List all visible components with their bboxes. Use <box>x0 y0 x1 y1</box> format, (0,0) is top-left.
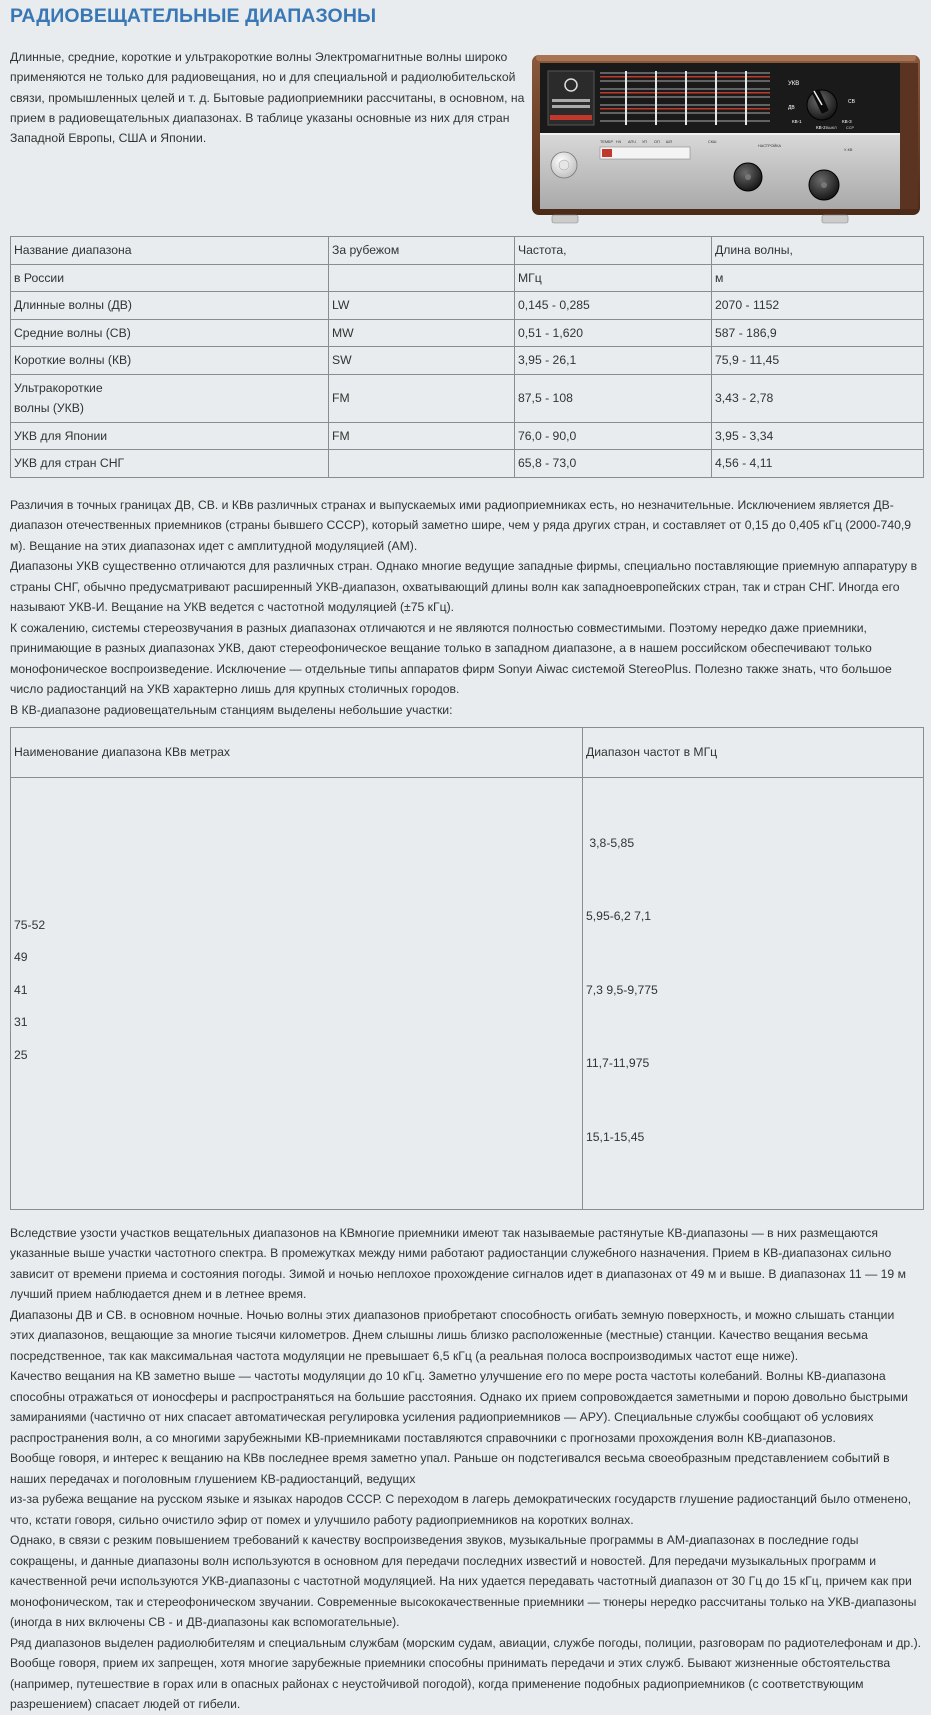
radio-label-off: ВЫКЛ <box>826 126 837 130</box>
table-row <box>11 292 924 320</box>
table-row <box>11 778 924 1210</box>
list-item: 75-52 <box>14 918 46 932</box>
radio-label-kv1: КВ-1 <box>792 119 802 124</box>
table-cell-line: волны (УКВ) <box>14 401 84 415</box>
table-cell-line: Ультракороткие <box>14 380 103 395</box>
table-cell: 587 - 186,9 <box>712 319 924 347</box>
table-cell <box>329 450 515 478</box>
list-item: 31 <box>14 1015 28 1030</box>
table-row <box>11 374 924 422</box>
radio-label-sv: СВ <box>848 99 855 105</box>
radio-label-tuning: НАСТРОЙКА <box>758 144 782 148</box>
page-title: РАДИОВЕЩАТЕЛЬНЫЕ ДИАПАЗОНЫ <box>10 5 377 27</box>
band-list-cell <box>11 778 583 1210</box>
list-item: 5,95-6,2 7,1 <box>586 909 652 924</box>
table-cell: УКВ для стран СНГ <box>11 450 329 478</box>
table-cell: Короткие волны (КВ) <box>11 347 329 375</box>
table-header-row <box>11 264 924 292</box>
table-row <box>11 422 924 450</box>
radio-label-dv: ДВ <box>788 105 795 111</box>
table-cell: FM <box>329 374 515 422</box>
table-cell: MW <box>329 319 515 347</box>
paragraph: Вообще говоря, и интерес к вещанию на КВв последнее время заметно упал. Раньше он подстегивался весьма своеобразным представлением событий в наших передачах и поголовным глушением КВ-радиостанций, ведущих <box>10 1451 890 1486</box>
table-cell: LW <box>329 292 515 320</box>
table-cell: FM <box>329 422 515 450</box>
radio-label-afc: АПЧ <box>628 140 636 144</box>
list-item: 41 <box>14 982 28 997</box>
table-cell: 0,51 - 1,620 <box>515 319 712 347</box>
radio-label-ssr: ССР <box>846 126 855 130</box>
table-row <box>11 450 924 478</box>
table-header-cell: в России <box>11 264 329 292</box>
table-header-cell: Диапазон частот в МГц <box>583 728 924 778</box>
paragraph: Ряд диапазонов выделен радиолюбителям и специальным службам (морским судам, авиации, службе погоды, полиции, разговорам по радиотелефонам и др.). Вообще говоря, прием их запрещен, хотя многие зарубежные приемники способны принимать передачи и этих служб. Бывают жизненные обстоятельства (например, путешествие в горах или в опасных районах с неустойчивой погодой), когда применение подобных радиоприемников (с соответствующим разрешением) спасает людей от гибели. <box>10 1635 922 1712</box>
radio-label-shp: ШП <box>666 140 673 144</box>
table-cell: 4,56 - 4,11 <box>712 450 924 478</box>
table-cell: 87,5 - 108 <box>515 374 712 422</box>
table-cell: 2070 - 1152 <box>712 292 924 320</box>
intro-paragraph: Длинные, средние, короткие и ультракороткие волны Электромагнитные волны широко применяются не только для радиовещания, но и для специальной и радиолюбительской связи, промышленных целей и т. д. Бытовые радиоприемники рассчитаны, в основном, на прием в радиовещательных диапазонах. В таблице указаны основные из них для стран Западной Европы, США и Японии. <box>10 50 525 146</box>
table-cell: УКВ для Японии <box>11 422 329 450</box>
paragraph: Качество вещания на КВ заметно выше — частоты модуляции до 10 кГц. Заметно улучшение его по мере роста частоты колебаний. Волны КВ-диапазона способны отражаться от ионосферы и распространяться на большие расстояния. Однако их прием сопровождается заметными и порою довольно быстрыми замираниями (частично от них спасает автоматическая регулировка усиления радиоприемников — АРУ). Специальные службы сообщают об условиях распространения волн, а со многими зарубежными КВ-приемниками поставляются справочники с прогнозами прохождения волн КВ-диапазонов. <box>10 1369 908 1445</box>
table-cell: 3,43 - 2,78 <box>712 374 924 422</box>
table-header-row <box>11 728 924 778</box>
table-cell: 76,0 - 90,0 <box>515 422 712 450</box>
table-header-cell: Частота, <box>515 237 712 265</box>
radio-label-op: ОП <box>654 140 660 144</box>
table-cell: 3,95 - 3,34 <box>712 422 924 450</box>
paragraph: Диапазоны ДВ и СВ. в основном ночные. Ночью волны этих диапазонов приобретают способность огибать земную поверхность, и можно слышать станции этих диапазонов, вещающие за многие тысячи километров. Днем слышны лишь близко расположенные (местные) станции. Качество вещания весьма посредственное, так как максимальная частота модуляции не превышает 6,5 кГц (а реальная полоса воспроизводимых частот еще ниже). <box>10 1307 895 1363</box>
table-cell: SW <box>329 347 515 375</box>
list-item: 49 <box>14 950 28 965</box>
table-cell: Средние волны (СВ) <box>11 319 329 347</box>
list-item: 15,1-15,45 <box>586 1129 645 1144</box>
table-header-cell: Название диапазона <box>11 237 329 265</box>
text-block <box>10 495 922 721</box>
paragraph: Однако, в связи с резким повышением требований к качеству воспроизведения звуков, музыкальные программы в АМ-диапазонах в последние годы сокращены, и данные диапазоны волн используются в основном для передачи последних известий и новостей. Для передачи музыкальных программ и качественной речи используются УКВ-диапазоны с частотной модуляцией. На них удается передавать частотный диапазон от 30 Гц до 15 кГц, причем как при монофоническом, так и стереофоническом звучании. Современные высококачественные приемники — тюнеры нередко рассчитаны только на УКВ-диапазоны (иногда в них включены СВ - и ДВ-диапазоны как вспомогательные). <box>10 1533 917 1630</box>
intro-section <box>10 36 922 234</box>
paragraph: из-за рубежа вещание на русском языке и языках народов СССР. С переходом в лагерь демократических государств глушение радиостанций было отменено, что, кстати говоря, сильно очистило эфир от помех и улучшило работу радиоприемников на коротких волнах. <box>10 1492 912 1527</box>
radio-label-lf: НЧ <box>616 140 622 144</box>
paragraph: Диапазоны УКВ существенно отличаются для различных стран. Однако многие ведущие западные фирмы, специально поставляющие приемную аппаратуру в страны СНГ, обычно предусматривают расширенный УКВ-диапазон, охватывающий длины волн как западноевропейских стран, так и стран СНГ. Иногда его называют УКВ-И. Вещание на УКВ ведется с частотной модуляцией (±75 кГц). <box>10 559 918 614</box>
table-header-row <box>11 237 924 265</box>
radio-label-kv3: КВ-3 <box>842 119 852 124</box>
table-header-cell: За рубежом <box>329 237 515 265</box>
broadcast-bands-table <box>10 236 924 478</box>
radio-label-up: УП <box>642 140 648 144</box>
paragraph: Вследствие узости участков вещательных диапазонов на КВмногие приемники имеют так называемые растянутые КВ-диапазоны — в них размещаются указанные выше участки частотного спектра. В промежутках между ними работают радиостанции служебного назначения. Прием в КВ-диапазонах сильно зависит от времени приема и состояния погоды. Зимой и ночью неплохое прохождение сигналов идет в диапазонах от 49 м и выше. В диапазонах 11 — 19 м лучший прием наблюдается днем и в летнее время. <box>10 1225 906 1302</box>
radio-label-kv2: КВ-2 <box>816 125 826 130</box>
list-item: 25 <box>14 1047 28 1062</box>
list-item: 3,8-5,85 <box>586 836 635 850</box>
table-row <box>11 347 924 375</box>
radio-label-ukv2: У-КВ <box>844 148 853 152</box>
table-cell: 75,9 - 11,45 <box>712 347 924 375</box>
table-row <box>11 319 924 347</box>
table-cell: 0,145 - 0,285 <box>515 292 712 320</box>
table-cell: 3,95 - 26,1 <box>515 347 712 375</box>
shortwave-bands-table <box>10 727 924 1210</box>
paragraph: К сожалению, системы стереозвучания в разных диапазонах отличаются и не являются полностью совместимыми. Поэтому нередко даже приемники, принимающие в разных диапазонах УКВ, дают стереофоническое вещание только в западном диапазоне, а в нашем российском обеспечивают только монофоническое воспроизведение. Исключение — отдельные типы аппаратов фирм Sonyи Aiwac системой StereoPlus. Полезно также знать, что большое число радиостанций на УКВ характерно лишь для крупных столичных городов. <box>10 620 892 696</box>
paragraph: Различия в точных границах ДВ, СВ. и КВв различных странах и выпускаемых ими радиоприемниках есть, но незначительные. Исключением является ДВ-диапазон отечественных приемников (страны бывшего СССР), который заметно шире, чем у ряда других стран, и составляет от 0,15 до 0,405 кГц (2000-740,9 м). Вещание на этих диапазонах идет с амплитудной модуляцией (AM). <box>10 497 912 553</box>
table-cell: 65,8 - 73,0 <box>515 450 712 478</box>
text-block <box>10 1223 922 1715</box>
table-header-cell <box>329 264 515 292</box>
radio-receiver-image <box>530 51 922 229</box>
paragraph: В КВ-диапазоне радиовещательным станциям выделены небольшие участки: <box>10 702 453 717</box>
radio-label-timbre: ТЕМБР <box>600 140 614 144</box>
table-cell: Длинные волны (ДВ) <box>11 292 329 320</box>
list-item: 7,3 9,5-9,775 <box>586 982 658 997</box>
table-header-cell: Наименование диапазона КВв метрах <box>11 728 583 778</box>
list-item: 11,7-11,975 <box>586 1056 650 1071</box>
radio-label-ukv: УКВ <box>788 81 800 87</box>
table-header-cell: Длина волны, <box>712 237 924 265</box>
table-cell <box>11 374 329 422</box>
table-header-cell: МГц <box>515 264 712 292</box>
table-header-cell: м <box>712 264 924 292</box>
radio-label-sksh: СКШ <box>708 140 717 144</box>
frequency-list-cell <box>583 778 924 1210</box>
